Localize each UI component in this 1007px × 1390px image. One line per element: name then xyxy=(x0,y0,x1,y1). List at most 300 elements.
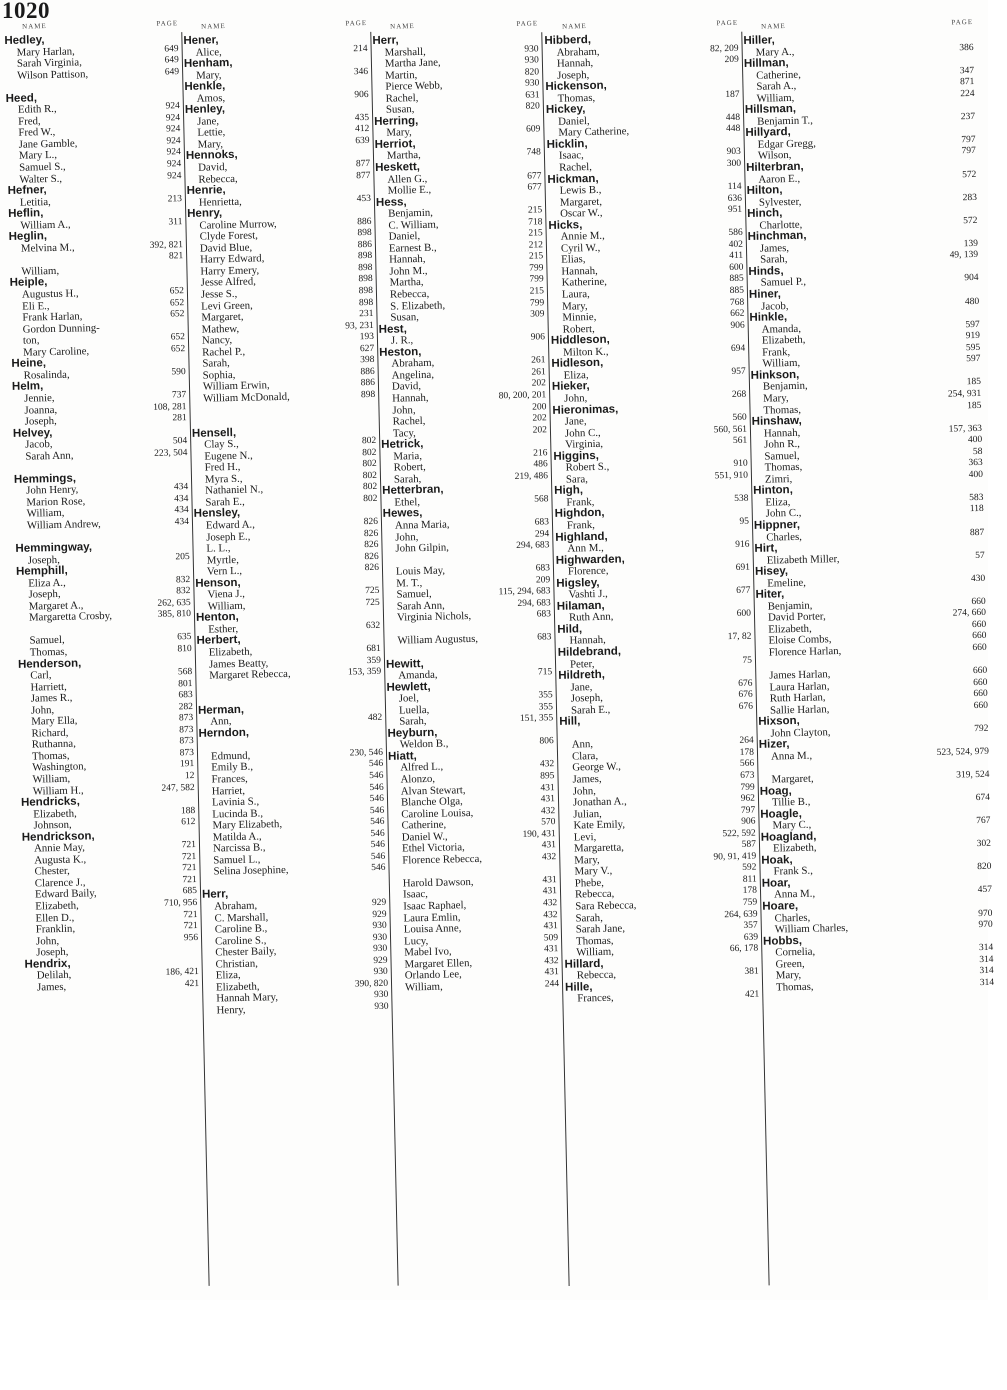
given-name: Johnson, xyxy=(33,818,72,832)
surname-text: Hensell, xyxy=(191,426,237,440)
page-reference: 431 xyxy=(541,840,557,851)
page-reference: 683 xyxy=(537,632,552,643)
given-name: Charles, xyxy=(766,530,803,544)
surname-text: Henderson, xyxy=(17,656,82,671)
surname-text: Hinkson, xyxy=(750,368,800,382)
surname-text: Hiatt, xyxy=(387,750,417,763)
surname-text: Hieronimas, xyxy=(552,402,619,417)
page-reference: 768 xyxy=(729,297,745,308)
given-name: Hannah, xyxy=(763,426,801,440)
given-name: Mary V., xyxy=(574,865,613,878)
page-reference: 956 xyxy=(183,932,199,943)
page-reference: 261 xyxy=(531,355,546,366)
given-name: Laura Harlan, xyxy=(769,679,830,694)
page-reference: 314 xyxy=(979,977,995,988)
surname-text: Higgins, xyxy=(553,449,599,463)
page-reference: 662 xyxy=(730,308,745,320)
given-name: Sarah A., xyxy=(756,80,797,93)
given-name: Sarah Ann, xyxy=(396,599,445,613)
page-reference: 681 xyxy=(366,643,381,655)
given-name: Maria, xyxy=(393,449,423,463)
given-name: Anna M., xyxy=(773,888,816,901)
surname-text: Hirt, xyxy=(754,542,778,555)
page-reference: 231 xyxy=(359,309,374,320)
given-name: Frank S., xyxy=(773,865,813,878)
surname-text: Hoag, xyxy=(759,784,792,798)
page-reference: 224 xyxy=(960,88,975,100)
page-reference: 572 xyxy=(962,169,977,180)
given-name: Augusta K., xyxy=(34,853,87,867)
page-reference: 359 xyxy=(366,655,382,666)
surname-text: Henkle, xyxy=(184,80,226,94)
given-name: Samuel S., xyxy=(19,160,66,174)
given-name: Joel, xyxy=(398,692,419,705)
page-reference: 114 xyxy=(727,181,742,193)
given-name: Sallie Harlan, xyxy=(769,702,830,717)
given-name: Anna Maria, xyxy=(394,518,450,532)
page-reference: 560 xyxy=(732,412,747,424)
page-reference: 509 xyxy=(543,932,559,944)
page-reference: 432 xyxy=(542,898,558,909)
page-reference: 930 xyxy=(372,920,387,932)
given-name: Elizabeth, xyxy=(33,807,77,821)
page-reference: 302 xyxy=(976,839,992,850)
page-reference: 906 xyxy=(730,320,745,331)
given-name: Carl, xyxy=(30,669,52,682)
given-name: Hannah, xyxy=(392,391,429,405)
page-reference: 193 xyxy=(359,332,375,343)
page-reference: 820 xyxy=(977,862,992,873)
page-reference: 676 xyxy=(738,689,753,701)
given-name: William Augustus, xyxy=(397,633,479,648)
page-reference: 434 xyxy=(174,517,190,528)
given-name: Margaret, xyxy=(559,195,603,209)
given-name: Frank, xyxy=(566,518,596,532)
page-reference: 597 xyxy=(966,354,981,365)
page-reference: 924 xyxy=(166,136,181,147)
page-reference: 826 xyxy=(364,563,380,574)
page-reference: 832 xyxy=(175,574,191,586)
page-reference: 806 xyxy=(539,736,554,747)
given-name: Sarah, xyxy=(399,715,427,728)
given-name: Rebecca, xyxy=(389,287,430,301)
given-name: Selina Josephine, xyxy=(213,864,289,878)
given-name: Sarah E., xyxy=(570,703,611,717)
page-reference: 832 xyxy=(176,586,191,597)
surname-text: Hinshaw, xyxy=(751,414,802,428)
page-reference: 721 xyxy=(182,863,197,874)
page-reference: 873 xyxy=(179,724,194,736)
given-name: William H., xyxy=(32,783,84,798)
page-reference: 691 xyxy=(735,562,751,574)
page-reference: 381 xyxy=(744,966,759,978)
page-reference: 660 xyxy=(972,665,988,677)
given-name: Joseph, xyxy=(28,588,61,601)
given-name: Vashti J., xyxy=(568,587,608,601)
given-name: Peter, xyxy=(569,657,595,671)
given-name: John R., xyxy=(764,438,801,451)
page-reference: 546 xyxy=(370,851,386,862)
page-reference: 887 xyxy=(969,527,985,538)
given-name: David, xyxy=(391,380,422,394)
given-name: Elizabeth Miller, xyxy=(766,552,840,567)
given-name: Caroline Louisa, xyxy=(401,806,474,821)
page-reference: 895 xyxy=(540,771,555,782)
page-reference: 66, 178 xyxy=(729,943,759,955)
page-reference: 639 xyxy=(743,932,759,943)
page-reference: 213 xyxy=(167,193,183,205)
page-reference: 924 xyxy=(165,101,180,112)
given-name: Rachel P., xyxy=(202,345,246,359)
page-reference: 930 xyxy=(374,1001,389,1012)
given-name: Benjamin, xyxy=(762,380,808,394)
given-name: Florence Harlan, xyxy=(768,644,842,659)
given-name: James, xyxy=(759,241,790,255)
surname-text: Henson, xyxy=(195,576,241,590)
page-header: PAGE xyxy=(156,19,179,28)
given-name: David, xyxy=(198,161,228,174)
given-name: David Porter, xyxy=(767,610,826,624)
given-name: Mathew, xyxy=(201,322,240,336)
given-name: Amos, xyxy=(196,91,226,105)
given-name: Letitia, xyxy=(19,195,51,209)
given-name: Chester Baily, xyxy=(215,945,277,959)
given-name: William Andrew, xyxy=(26,517,101,532)
page-reference: 877 xyxy=(355,158,371,170)
page-reference: 434 xyxy=(173,482,189,493)
given-name: Edward A., xyxy=(205,518,256,532)
given-name: Pierce Webb, xyxy=(385,79,443,93)
page-reference: 898 xyxy=(357,228,372,239)
given-name: Samuel, xyxy=(764,449,800,463)
surname-text: Hewes, xyxy=(382,507,423,521)
page-reference: 421 xyxy=(184,978,200,990)
given-name: Annie M., xyxy=(560,230,605,243)
given-name: Katherine, xyxy=(561,276,608,290)
page-reference: 802 xyxy=(363,493,378,505)
given-name: Frank, xyxy=(566,495,595,509)
page-reference: 314 xyxy=(979,966,994,977)
given-name: Zimri, xyxy=(764,472,793,486)
given-name: Margaret, xyxy=(771,772,814,786)
index-entry xyxy=(393,979,565,994)
page-reference: 957 xyxy=(731,366,746,377)
page-reference: 799 xyxy=(529,297,545,309)
given-name: William, xyxy=(762,357,801,370)
page-reference: 660 xyxy=(971,619,987,631)
page-reference: 652 xyxy=(169,286,185,297)
given-name: William, xyxy=(756,91,795,105)
given-name: Nancy, xyxy=(201,334,233,347)
surname-text: Hizer, xyxy=(758,738,790,752)
surname-text: Hetrick, xyxy=(381,438,424,452)
given-name: Eugene N., xyxy=(204,449,253,463)
page-reference: 970 xyxy=(978,919,993,931)
given-name: Nathaniel N., xyxy=(205,483,264,497)
surname-text: Hisey, xyxy=(754,565,789,579)
given-name: Sophia, xyxy=(202,368,236,382)
page-reference: 906 xyxy=(741,816,756,828)
surname-text: Hemmings, xyxy=(13,472,77,486)
surname-text: Heiple, xyxy=(9,276,48,290)
given-name: Benjamin, xyxy=(767,599,813,613)
given-name: Joseph, xyxy=(36,946,69,959)
surname-text: Herr, xyxy=(201,888,229,902)
page-reference: 595 xyxy=(965,342,981,353)
page-reference: 190, 431 xyxy=(522,828,556,840)
surname-text: Heed, xyxy=(5,92,38,105)
page-reference: 551, 910 xyxy=(714,470,749,482)
page-reference: 191 xyxy=(179,759,195,770)
page-reference: 886 xyxy=(360,366,375,378)
page-reference: 431 xyxy=(543,921,558,932)
page-reference: 674 xyxy=(975,792,991,804)
surname-text: Hieker, xyxy=(551,380,590,394)
surname-text: Hewlett, xyxy=(386,680,431,694)
given-name: Margaret A., xyxy=(28,599,84,613)
given-name: Joseph, xyxy=(570,692,603,705)
page-reference: 314 xyxy=(978,942,994,954)
given-name: Hannah, xyxy=(561,264,598,278)
given-name: Jennie, xyxy=(24,391,55,405)
page-reference: 820 xyxy=(524,67,540,78)
given-name: Eliza A., xyxy=(28,576,66,590)
page-reference: 431 xyxy=(542,875,557,886)
page-reference: 676 xyxy=(738,701,754,712)
given-name: Rachel, xyxy=(559,161,592,174)
given-name: Isaac Raphael, xyxy=(403,899,467,913)
page-reference: 264, 639 xyxy=(724,909,758,920)
given-name: Samuel L., xyxy=(213,853,261,867)
given-name: Aaron E., xyxy=(758,172,801,186)
given-name: Henrietta, xyxy=(198,195,242,209)
given-name: Levi, xyxy=(573,830,597,844)
page-reference: 432 xyxy=(540,805,556,817)
given-name: Mary, xyxy=(775,969,802,982)
surname-text: Hoak, xyxy=(761,853,793,867)
page-reference: 799 xyxy=(740,782,755,793)
page-reference: 157, 363 xyxy=(948,423,983,435)
given-name: Marion Rose, xyxy=(26,495,86,509)
given-name: William, xyxy=(576,945,615,959)
given-name: James, xyxy=(572,772,602,786)
page-reference: 12 xyxy=(184,771,195,782)
page-reference: 568 xyxy=(534,494,549,505)
given-name: Levi Green, xyxy=(201,299,253,313)
page-reference: 748 xyxy=(526,147,542,159)
surname-text: Hendrix, xyxy=(24,957,71,971)
given-name: Mary Catherine, xyxy=(558,125,630,140)
given-name: Gordon Dunning- xyxy=(22,321,100,336)
given-name: L. L., xyxy=(206,542,231,555)
given-name: John, xyxy=(395,530,419,544)
given-name: William Charles, xyxy=(774,922,849,936)
page-reference: 17, 82 xyxy=(727,632,752,643)
page-reference: 725 xyxy=(365,597,380,608)
given-name: Julian, xyxy=(573,807,602,821)
surname-text: Highland, xyxy=(555,530,608,544)
page-reference: 683 xyxy=(535,563,551,574)
page-reference: 215 xyxy=(529,286,545,297)
page-reference: 398 xyxy=(360,355,375,366)
surname-text: Hinchman, xyxy=(747,229,807,244)
surname-text: Highdon, xyxy=(554,507,605,521)
page-reference: 721 xyxy=(181,851,197,863)
given-name: Isaac, xyxy=(558,149,584,163)
given-name: Laura Emlin, xyxy=(403,910,461,925)
page-reference: 930 xyxy=(372,932,388,943)
given-name: Hannah, xyxy=(389,253,426,267)
given-name: Sarah, xyxy=(760,253,788,267)
given-name: Jacob, xyxy=(761,299,789,313)
surname-text: Hoare, xyxy=(762,900,799,913)
surname-text: Hemphill, xyxy=(15,564,68,579)
page-reference: 639 xyxy=(355,135,370,147)
page-reference: 627 xyxy=(359,343,375,354)
surname-text: Hilton, xyxy=(746,184,783,198)
page-reference: 200 xyxy=(532,401,547,413)
page-reference: 400 xyxy=(968,469,984,480)
given-name: Fred, xyxy=(18,115,41,128)
given-name: Thomas, xyxy=(575,934,614,948)
page-reference: 274, 660 xyxy=(952,608,987,619)
page-reference: 924 xyxy=(165,113,181,124)
given-name: Alonzo, xyxy=(400,772,436,786)
surname-text: Heyburn, xyxy=(387,726,438,740)
page-reference: 924 xyxy=(166,124,181,135)
page-reference: 802 xyxy=(362,470,378,481)
surname-text: Hinton, xyxy=(753,484,793,498)
page-reference: 930 xyxy=(373,967,388,978)
page-reference: 898 xyxy=(358,297,374,308)
page-reference: 209 xyxy=(724,54,739,66)
surname-text: Hilaman, xyxy=(556,599,605,613)
page-header: PAGE xyxy=(516,19,539,28)
page-reference: 538 xyxy=(734,493,749,504)
given-name: Edward Baily, xyxy=(34,887,97,901)
page-reference: 683 xyxy=(178,690,193,701)
page-reference: 930 xyxy=(525,78,540,89)
given-name: Edith R., xyxy=(17,103,57,116)
surname-text: Hendrickson, xyxy=(21,829,95,844)
page-reference: 118 xyxy=(969,504,984,515)
page-reference: 677 xyxy=(527,182,542,193)
given-name: Harriett, xyxy=(30,680,67,694)
surname-text: Hidleson, xyxy=(551,357,604,371)
page-reference: 718 xyxy=(528,217,543,228)
page-reference: 314 xyxy=(979,954,994,965)
page-reference: 885 xyxy=(729,274,744,285)
given-name: Rachel, xyxy=(385,91,419,105)
given-name: Susan, xyxy=(385,103,415,116)
surname-text: Hillard, xyxy=(564,957,604,971)
given-name: Jane, xyxy=(197,115,220,128)
page-reference: 898 xyxy=(357,251,373,262)
given-name: John C., xyxy=(765,507,802,521)
surname-text: Henton, xyxy=(195,611,239,625)
page-reference: 826 xyxy=(363,516,379,528)
surname-text: Hoar, xyxy=(761,877,791,890)
page-reference: 710, 956 xyxy=(163,898,198,909)
given-name: Robert, xyxy=(393,461,426,474)
page-reference: 212 xyxy=(528,240,544,251)
page-reference: 202 xyxy=(532,424,548,436)
page-reference: 799 xyxy=(529,274,544,286)
given-name: Eliza, xyxy=(765,495,791,509)
given-name: Caroline Murrow, xyxy=(199,217,277,232)
page-reference: 649 xyxy=(164,43,179,55)
given-name: Joseph, xyxy=(557,68,590,82)
surname-text: Highwarden, xyxy=(555,552,625,567)
surname-text: Hiddleson, xyxy=(550,333,610,348)
given-name: Matilda A., xyxy=(212,830,262,844)
given-name: William, xyxy=(32,772,71,786)
given-name: Mary, xyxy=(386,126,412,140)
given-name: Clay S., xyxy=(204,438,239,451)
page-reference: 802 xyxy=(362,482,378,493)
page-reference: 309 xyxy=(530,309,545,320)
given-name: Thomas, xyxy=(29,645,68,659)
given-name: Mary, xyxy=(562,299,588,313)
given-name: George W., xyxy=(572,760,622,775)
page-reference: 906 xyxy=(354,89,369,101)
page-reference: 821 xyxy=(168,251,184,262)
surname-text: Heskett, xyxy=(375,161,421,174)
page-reference: 431 xyxy=(543,944,559,955)
page-reference: 185 xyxy=(967,400,982,411)
page-reference: 448 xyxy=(726,124,741,135)
page-reference: 820 xyxy=(525,101,540,112)
given-name: Joseph, xyxy=(27,553,60,567)
given-name: Amanda, xyxy=(398,668,438,682)
given-name: Eli E., xyxy=(22,299,50,313)
given-name: Washington, xyxy=(32,760,87,775)
given-name: Charles, xyxy=(774,911,811,925)
given-name: Phebe, xyxy=(574,876,605,890)
page-reference: 898 xyxy=(358,262,373,274)
given-name: Kate Emily, xyxy=(573,818,626,832)
given-name: Margaret Rebecca, xyxy=(209,667,291,682)
page-reference: 93, 231 xyxy=(345,320,374,332)
given-name: Samuel P., xyxy=(760,276,807,290)
page-reference: 759 xyxy=(742,897,758,908)
given-name: Martha, xyxy=(386,149,421,163)
given-name: Oscar W., xyxy=(560,206,603,220)
given-name: Richard, xyxy=(31,726,69,740)
surname-text: Hiner, xyxy=(748,288,782,301)
page-reference: 546 xyxy=(370,816,385,828)
given-name: Elizabeth, xyxy=(761,333,806,347)
page-reference: 431 xyxy=(540,782,555,794)
given-name: Harry Edward, xyxy=(200,252,265,267)
page-reference: 215 xyxy=(528,251,544,263)
page-reference: 457 xyxy=(977,885,993,896)
given-name: Mary, xyxy=(196,68,222,82)
surname-text: Hildebrand, xyxy=(557,645,622,659)
page-reference: 431 xyxy=(542,886,558,897)
given-name: Thomas, xyxy=(764,461,803,474)
given-name: Samuel, xyxy=(29,634,65,648)
page-reference: 347 xyxy=(959,65,975,76)
page-reference: 652 xyxy=(170,309,185,320)
surname-text: Hinkle, xyxy=(749,311,788,325)
given-name: Ann, xyxy=(210,715,232,728)
page-reference: 930 xyxy=(373,990,389,1001)
surname-text: Hedley, xyxy=(4,34,45,47)
page-reference: 660 xyxy=(971,596,986,607)
page-reference: 792 xyxy=(974,723,989,734)
page-reference: 970 xyxy=(978,908,993,919)
